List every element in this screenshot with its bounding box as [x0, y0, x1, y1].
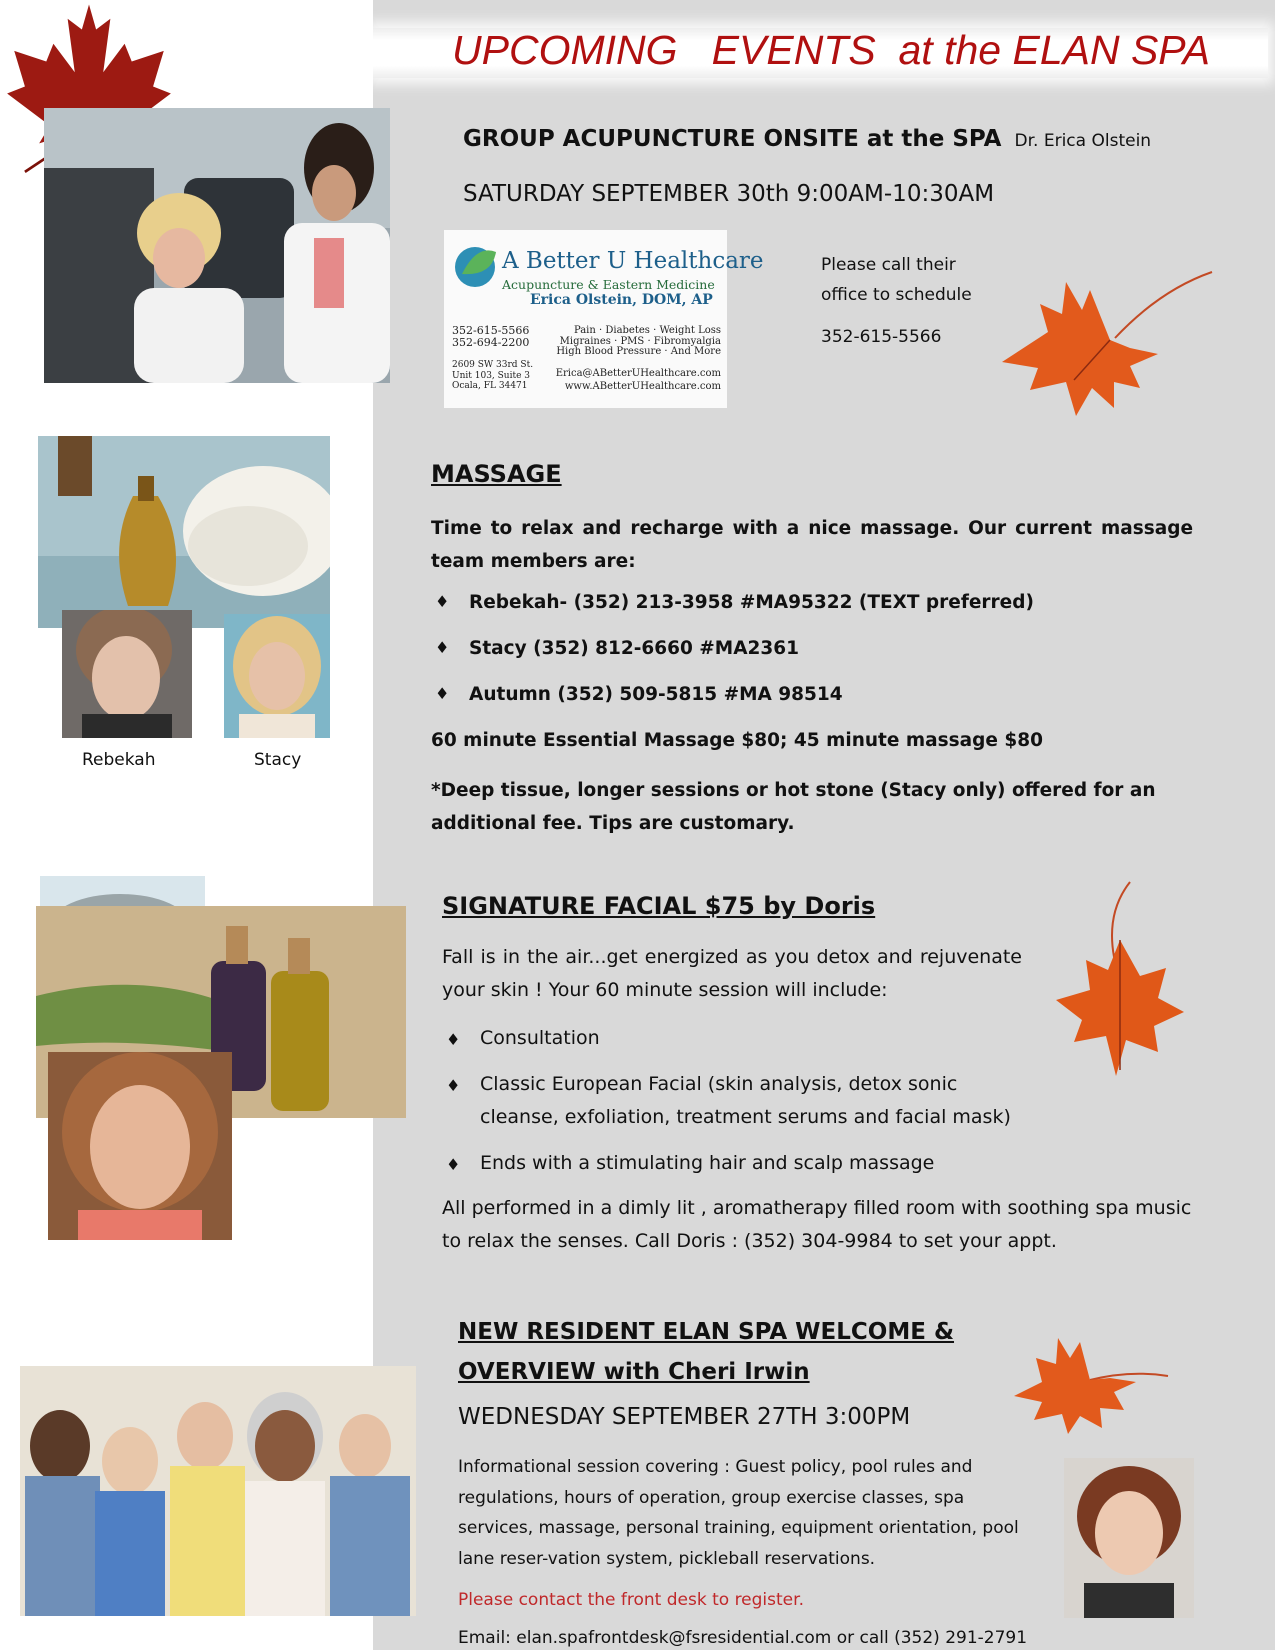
massage-note: *Deep tissue, longer sessions or hot stone (Stacy only) offered for an additional fee. Tips are customary.: [431, 780, 1156, 834]
business-card: [444, 230, 764, 408]
massage-intro: Time to relax and recharge with a nice massage. Our current massage team members are:: [431, 518, 1193, 572]
welcome-email-line: Email: elan.spafrontdesk@fsresidential.com or call (352) 291-2791: [458, 1628, 1028, 1648]
card-phone: 352-694-2200: [452, 336, 530, 349]
facial-items-list: [442, 1022, 1042, 1180]
rebekah-caption: Rebekah: [82, 750, 156, 770]
card-phones: [452, 325, 529, 349]
card-phone: 352-615-5566: [452, 324, 530, 337]
card-name: Erica Olstein, DOM, AP: [530, 292, 713, 308]
leaf-logo-icon: [452, 244, 502, 290]
list-item: [442, 1022, 1042, 1055]
facial-item: Consultation: [480, 1027, 600, 1049]
facial-heading-text: SIGNATURE FACIAL $75 by Doris: [442, 892, 876, 920]
residents-group-photo: [20, 1366, 416, 1616]
acupuncture-photo: [44, 108, 390, 383]
card-address-line: Unit 103, Suite 3: [452, 370, 531, 381]
card-address-line: Ocala, FL 34471: [452, 381, 528, 391]
massage-team-list: [431, 592, 1193, 730]
cheri-photo: [1064, 1458, 1194, 1618]
call-line: Please call their: [821, 255, 956, 275]
facial-item: Ends with a stimulating hair and scalp massage: [480, 1152, 935, 1174]
massage-heading-text: MASSAGE: [431, 460, 562, 488]
welcome-contact: Please contact the front desk to register.: [458, 1590, 804, 1610]
massage-heading: [431, 460, 562, 488]
acupuncture-datetime: SATURDAY SEPTEMBER 30th 9:00AM-10:30AM: [463, 181, 995, 207]
autumn-leaf-icon: [990, 270, 1220, 420]
list-item: [442, 1068, 1042, 1134]
card-conditions: [556, 326, 721, 358]
welcome-description: Informational session covering : Guest policy, pool rules and regulations, hours of operation, group exercise classes, spa services, massage, personal training, equipment orientation, pool lane reser-vation system, pickleball reservations.: [458, 1457, 1019, 1569]
list-item: [431, 638, 1193, 684]
welcome-heading-line: NEW RESIDENT ELAN SPA WELCOME &: [458, 1319, 955, 1345]
card-website: www.ABetterUHealthcare.com: [564, 381, 721, 392]
acupuncture-heading-row: [463, 126, 1151, 152]
acupuncture-heading: GROUP ACUPUNCTURE ONSITE at the SPA: [463, 126, 1002, 152]
rebekah-photo: [62, 610, 192, 738]
acupuncture-phone: 352-615-5566: [821, 327, 942, 347]
welcome-heading-line: OVERVIEW with Cheri Irwin: [458, 1359, 810, 1385]
card-condition: Migraines · PMS · Fibromyalgia: [559, 335, 721, 347]
massage-member: Autumn (352) 509-5815 #MA 98514: [469, 684, 843, 705]
welcome-heading: [458, 1312, 954, 1392]
facial-heading: [442, 892, 875, 920]
massage-pricing: 60 minute Essential Massage $80; 45 minute massage $80: [431, 730, 1043, 751]
diamond-bullet-icon: ♦: [435, 638, 450, 657]
card-condition: High Blood Pressure · And More: [556, 346, 721, 357]
diamond-bullet-icon: ♦: [435, 684, 450, 703]
list-item: [431, 592, 1193, 638]
card-contact: [556, 367, 721, 393]
autumn-leaf-icon: [1050, 880, 1190, 1080]
autumn-leaf-icon: [1010, 1330, 1170, 1434]
page-title: UPCOMING EVENTS at the ELAN SPA: [452, 27, 1210, 73]
doris-photo: [48, 1052, 232, 1240]
facial-item: Classic European Facial (skin analysis, detox sonic cleanse, exfoliation, treatment serums and facial mask): [480, 1073, 1011, 1128]
massage-member: Rebekah- (352) 213-3958 #MA95322 (TEXT preferred): [469, 592, 1034, 613]
massage-towels-photo: [38, 436, 330, 628]
card-address-line: 2609 SW 33rd St.: [452, 360, 534, 370]
diamond-bullet-icon: ♦: [435, 592, 450, 611]
diamond-bullet-icon: ♦: [446, 1155, 461, 1174]
list-item: [431, 684, 1193, 730]
card-tagline: Acupuncture & Eastern Medicine: [502, 277, 715, 292]
acupuncture-call-info: [821, 250, 972, 352]
facial-closing: All performed in a dimly lit , aromatherapy filled room with soothing spa music to relax the senses. Call Doris : (352) 304-9984 to set your appt.: [442, 1197, 1192, 1252]
facial-intro: Fall is in the air...get energized as you detox and rejuvenate your skin ! Your 60 minute session will include:: [442, 946, 1022, 1001]
massage-member: Stacy (352) 812-6660 #MA2361: [469, 638, 800, 659]
stacy-caption: Stacy: [254, 750, 302, 770]
card-address: [452, 360, 533, 392]
card-email: Erica@ABetterUHealthcare.com: [555, 368, 721, 379]
acupuncture-doctor: Dr. Erica Olstein: [1014, 131, 1152, 151]
diamond-bullet-icon: ♦: [446, 1030, 461, 1049]
card-condition: Pain · Diabetes · Weight Loss: [573, 325, 721, 336]
call-line: office to schedule: [821, 285, 972, 305]
card-brand: A Better U Healthcare: [502, 248, 764, 274]
welcome-datetime: WEDNESDAY SEPTEMBER 27TH 3:00PM: [458, 1404, 911, 1430]
stacy-photo: [224, 614, 330, 738]
diamond-bullet-icon: ♦: [446, 1076, 461, 1095]
list-item: [442, 1147, 1042, 1180]
